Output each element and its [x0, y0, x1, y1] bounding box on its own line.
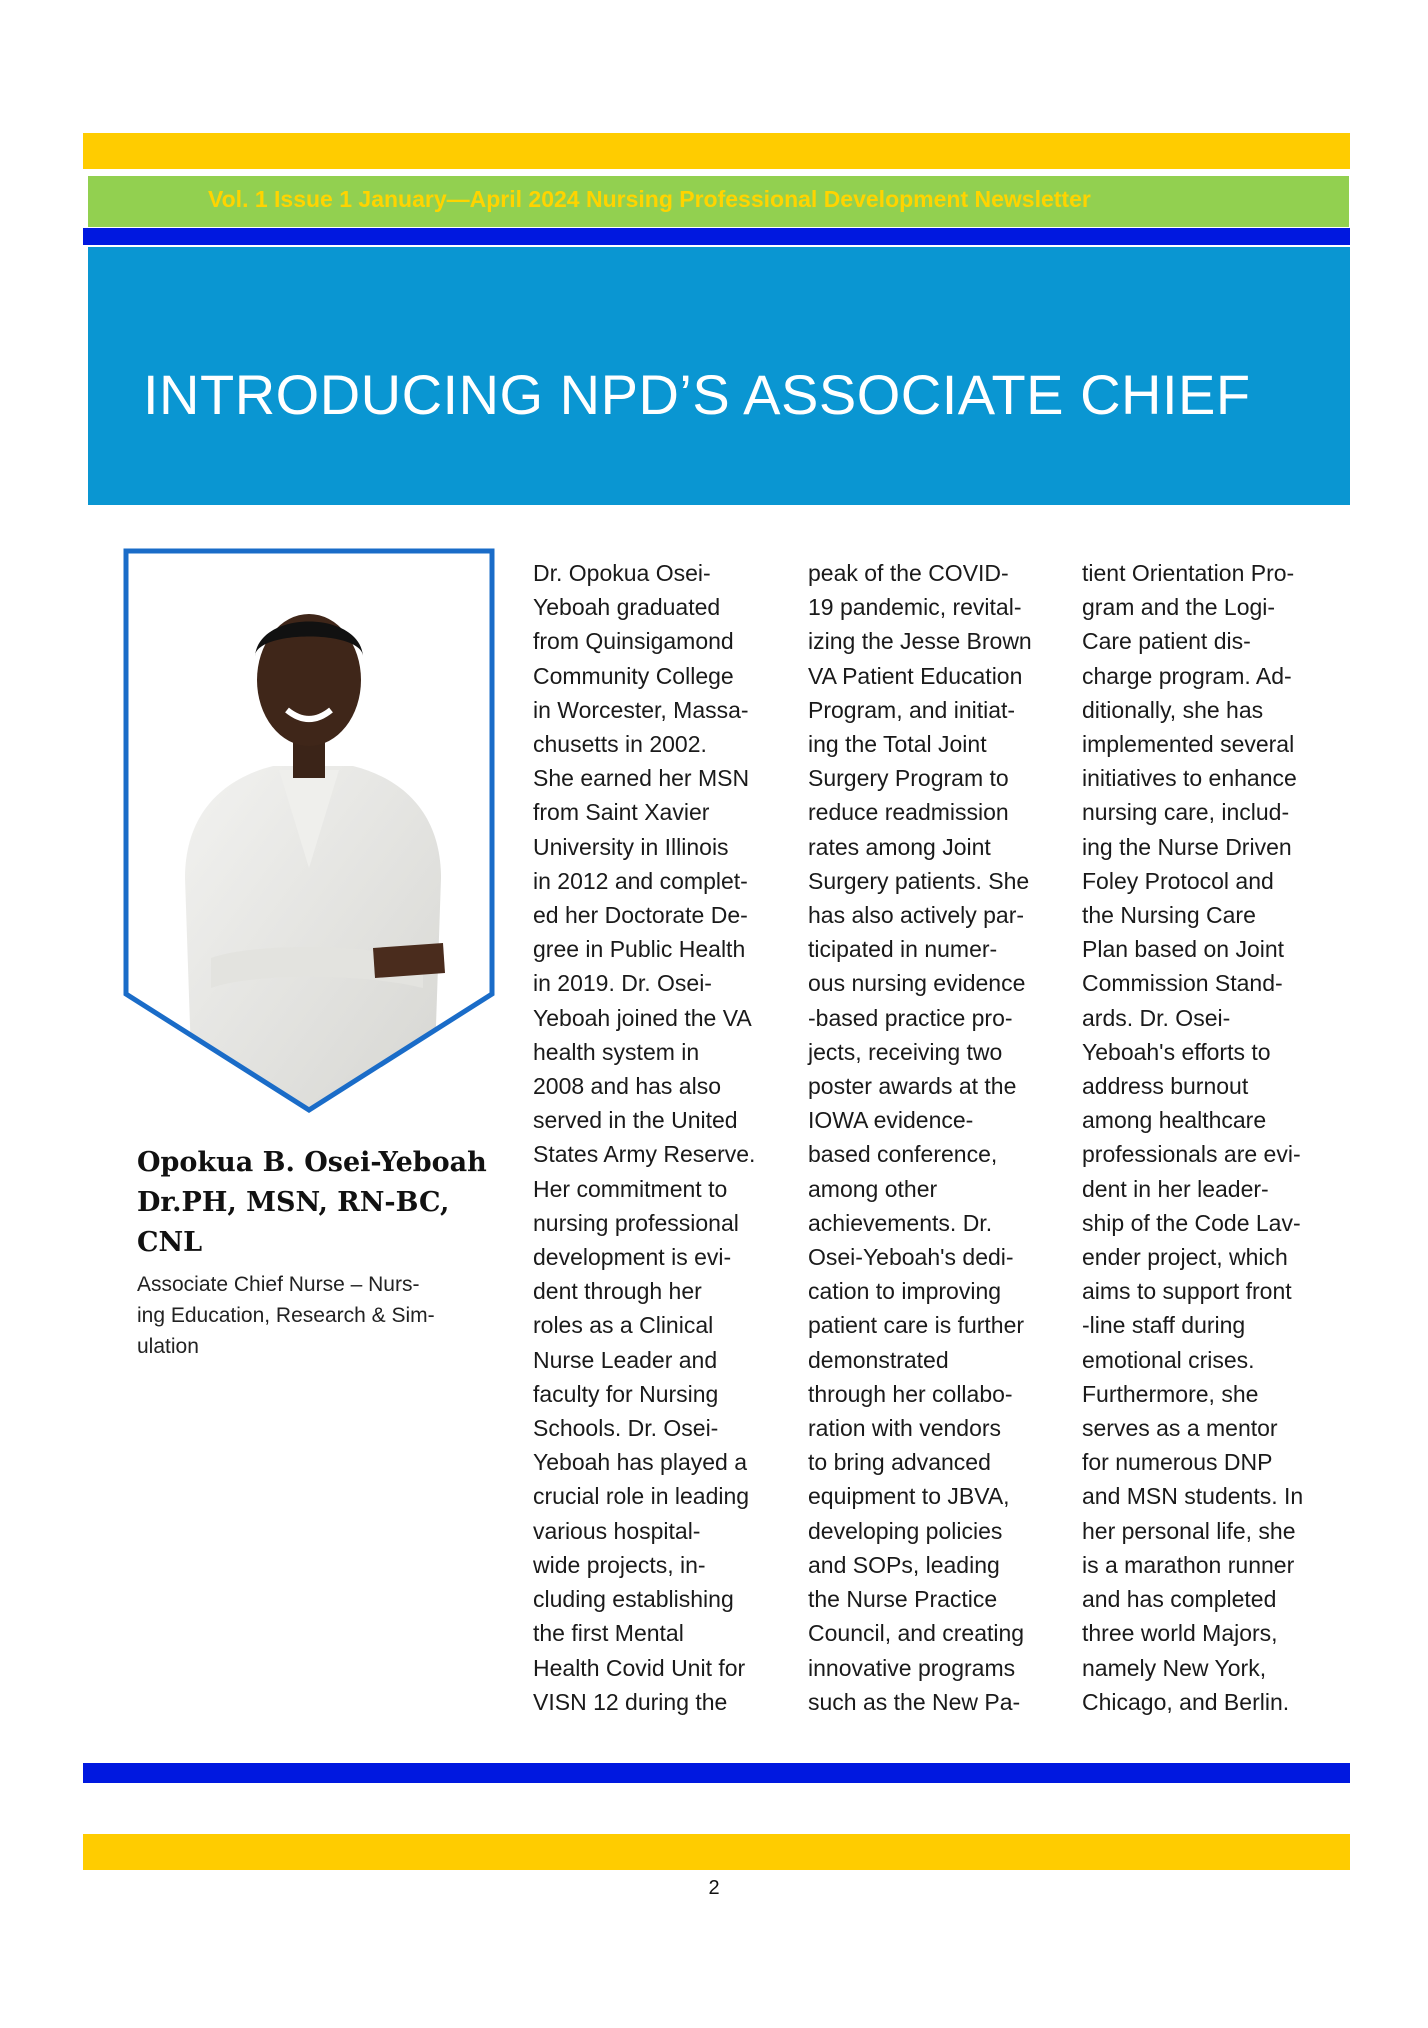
article-line: three world Majors, — [1082, 1620, 1278, 1647]
article-line: Surgery patients. She — [808, 867, 1030, 894]
bottom-yellow-bar — [83, 1834, 1350, 1870]
article-line: crucial role in leading — [533, 1483, 750, 1510]
article-line: She earned her MSN — [533, 765, 750, 792]
article-line: cation to improving — [808, 1278, 1002, 1305]
article-line: VISN 12 during the — [533, 1688, 728, 1715]
article-line: roles as a Clinical — [533, 1312, 714, 1339]
article-line: Program, and initiat- — [808, 696, 1016, 723]
article-line: based conference, — [808, 1141, 998, 1168]
article-line: in 2019. Dr. Osei- — [533, 970, 712, 997]
name-line: CNL — [137, 1227, 203, 1258]
article-line: address burnout — [1082, 1073, 1249, 1100]
article-line: dent in her leader- — [1082, 1175, 1269, 1202]
article-line: Nurse Leader and — [533, 1346, 718, 1373]
article-line: 2008 and has also — [533, 1073, 721, 1100]
article-line: charge program. Ad- — [1082, 662, 1292, 689]
portrait-photo — [123, 548, 495, 1114]
profile-name — [137, 1143, 487, 1263]
article-line: Osei-Yeboah's dedi- — [808, 1244, 1014, 1271]
article-line: from Saint Xavier — [533, 799, 710, 826]
article-line: development is evi- — [533, 1244, 732, 1271]
issue-band — [88, 176, 1349, 227]
role-line: Associate Chief Nurse – Nurs- — [137, 1273, 420, 1296]
article-line: equipment to JBVA, — [808, 1483, 1010, 1510]
article-line: Surgery Program to — [808, 765, 1009, 792]
page-title: INTRODUCING NPD’S ASSOCIATE CHIEF — [143, 363, 1251, 426]
article-column-2 — [808, 556, 1073, 1719]
article-line: aims to support front — [1082, 1278, 1292, 1305]
article-line: VA Patient Education — [808, 662, 1023, 689]
article-line: health system in — [533, 1038, 700, 1065]
article-line: Community College — [533, 662, 734, 689]
article-line: tient Orientation Pro- — [1082, 560, 1295, 586]
article-line: and MSN students. In — [1082, 1483, 1304, 1510]
article-line: chusetts in 2002. — [533, 731, 707, 758]
article-line: among other — [808, 1175, 938, 1202]
top-yellow-bar — [83, 133, 1350, 169]
article-line: Yeboah's efforts to — [1082, 1038, 1271, 1065]
article-line: and has completed — [1082, 1586, 1277, 1613]
page-number: 2 — [708, 1877, 720, 1899]
article-line: jects, receiving two — [808, 1038, 1003, 1065]
role-line: ulation — [137, 1335, 199, 1358]
article-line: served in the United — [533, 1107, 738, 1134]
article-line: in Worcester, Massa- — [533, 696, 749, 723]
article-line: through her collabo- — [808, 1380, 1013, 1407]
title-banner — [88, 247, 1350, 505]
article-line: for numerous DNP — [1082, 1449, 1273, 1476]
name-line: Opokua B. Osei-Yeboah — [137, 1147, 487, 1178]
article-line: Schools. Dr. Osei- — [533, 1415, 719, 1442]
article-line: has also actively par- — [808, 902, 1025, 929]
article-line: gram and the Logi- — [1082, 594, 1276, 621]
article-line: Health Covid Unit for — [533, 1654, 746, 1681]
article-line: developing policies — [808, 1517, 1003, 1544]
article-line: the first Mental — [533, 1620, 684, 1647]
article-line: such as the New Pa- — [808, 1688, 1021, 1715]
article-line: ticipated in numer- — [808, 936, 998, 963]
article-line: to bring advanced — [808, 1449, 991, 1476]
article-line: Commission Stand- — [1082, 970, 1283, 997]
article-line: Dr. Opokua Osei- — [533, 560, 711, 586]
article-line: States Army Reserve. — [533, 1141, 756, 1168]
profile-caption — [137, 1143, 487, 1362]
profile-role — [137, 1269, 487, 1362]
article-line: emotional crises. — [1082, 1346, 1255, 1373]
article-line: nursing care, includ- — [1082, 799, 1290, 826]
article-line: poster awards at the — [808, 1073, 1017, 1100]
article-line: ender project, which — [1082, 1244, 1288, 1271]
article-line: ditionally, she has — [1082, 696, 1264, 723]
article-line: various hospital- — [533, 1517, 701, 1544]
article-line: professionals are evi- — [1082, 1141, 1301, 1168]
article-line: ing the Total Joint — [808, 731, 987, 758]
article-line: achievements. Dr. — [808, 1209, 993, 1236]
article-line: Her commitment to — [533, 1175, 728, 1202]
article-line: ous nursing evidence — [808, 970, 1026, 997]
name-line: Dr.PH, MSN, RN-BC, — [137, 1187, 450, 1218]
article-line: innovative programs — [808, 1654, 1016, 1681]
article-line: is a marathon runner — [1082, 1551, 1295, 1578]
article-line: ship of the Code Lav- — [1082, 1209, 1301, 1236]
article-column-3 — [1082, 556, 1347, 1719]
article-line: reduce readmission — [808, 799, 1009, 826]
article-line: dent through her — [533, 1278, 702, 1305]
article-line: Council, and creating — [808, 1620, 1025, 1647]
article-line: serves as a mentor — [1082, 1415, 1278, 1442]
article-line: cluding establishing — [533, 1586, 734, 1613]
article-line: University in Illinois — [533, 833, 729, 860]
article-line: among healthcare — [1082, 1107, 1267, 1134]
article-line: the Nurse Practice — [808, 1586, 998, 1613]
role-line: ing Education, Research & Sim- — [137, 1304, 435, 1327]
article-line: wide projects, in- — [533, 1551, 706, 1578]
article-line: ards. Dr. Osei- — [1082, 1004, 1231, 1031]
article-line: Care patient dis- — [1082, 628, 1251, 655]
article-line: -line staff during — [1082, 1312, 1246, 1339]
article-line: faculty for Nursing — [533, 1380, 719, 1407]
article-line: 19 pandemic, revital- — [808, 594, 1022, 621]
article-line: peak of the COVID- — [808, 560, 1009, 586]
issue-line: Vol. 1 Issue 1 January—April 2024 Nursing Professional Development Newsletter — [208, 186, 1091, 212]
article-column-1 — [533, 556, 798, 1719]
bottom-blue-bar — [83, 1763, 1350, 1783]
article-line: Chicago, and Berlin. — [1082, 1688, 1290, 1715]
article-line: her personal life, she — [1082, 1517, 1296, 1544]
article-line: gree in Public Health — [533, 936, 746, 963]
article-line: ing the Nurse Driven — [1082, 833, 1292, 860]
article-line: Furthermore, she — [1082, 1380, 1259, 1407]
article-line: Plan based on Joint — [1082, 936, 1285, 963]
article-line: Foley Protocol and — [1082, 867, 1274, 894]
article-line: ed her Doctorate De- — [533, 902, 748, 929]
article-line: namely New York, — [1082, 1654, 1267, 1681]
article-line: in 2012 and complet- — [533, 867, 748, 894]
article-line: izing the Jesse Brown — [808, 628, 1032, 655]
article-line: demonstrated — [808, 1346, 949, 1373]
article-line: rates among Joint — [808, 833, 991, 860]
article-line: the Nursing Care — [1082, 902, 1256, 929]
article-line: implemented several — [1082, 731, 1295, 758]
article-line: -based practice pro- — [808, 1004, 1013, 1031]
article-line: nursing professional — [533, 1209, 739, 1236]
article-line: patient care is further — [808, 1312, 1025, 1339]
top-blue-rule — [83, 228, 1350, 245]
article-line: from Quinsigamond — [533, 628, 734, 655]
article-line: ration with vendors — [808, 1415, 1002, 1442]
article-line: Yeboah joined the VA — [533, 1004, 752, 1031]
article-line: IOWA evidence- — [808, 1107, 974, 1134]
article-line: initiatives to enhance — [1082, 765, 1297, 792]
article-line: Yeboah has played a — [533, 1449, 748, 1476]
article-line: Yeboah graduated — [533, 594, 721, 621]
article-line: and SOPs, leading — [808, 1551, 1000, 1578]
